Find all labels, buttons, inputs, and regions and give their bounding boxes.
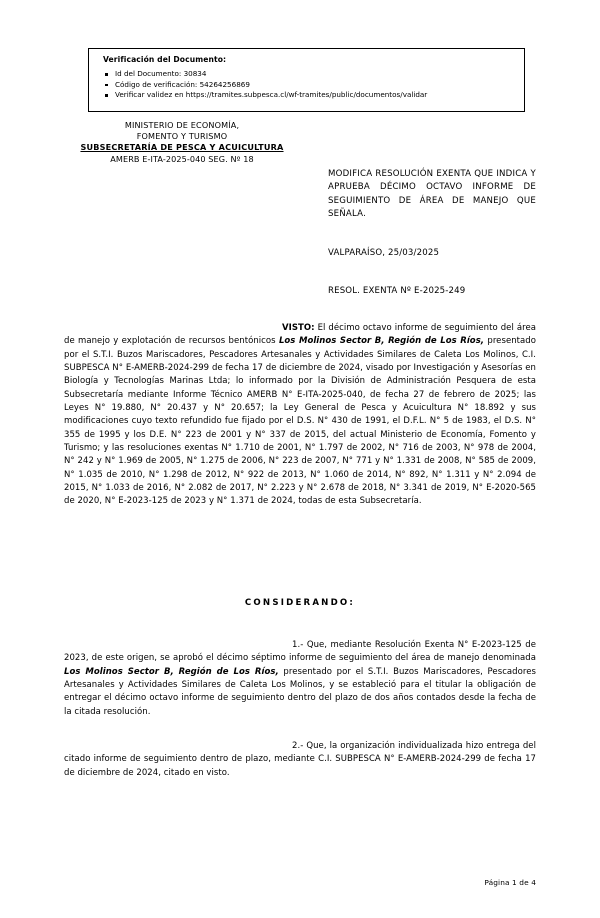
verification-list: [103, 69, 524, 101]
page-footer: [0, 878, 536, 887]
considerando-heading: CONSIDERANDO:: [244, 598, 356, 608]
verification-item-code: Código de verificación: 54264256869: [103, 80, 524, 91]
resolution-number: RESOL. EXENTA Nº E-2025-249: [328, 286, 466, 296]
resolution-subject: MODIFICA RESOLUCIÓN EXENTA QUE INDICA Y APRUEBA DÉCIMO OCTAVO INFORME DE SEGUIMIENTO DE ÁREA DE MANEJO QUE SEÑALA.: [328, 169, 536, 220]
visto-area-name: Los Molinos Sector B, Región de Los Ríos,: [278, 336, 485, 347]
visto-text-1: El décimo octavo informe de seguimiento del área de manejo y explotación de recursos bentónicos: [64, 323, 536, 347]
considerando-paragraph-2: [64, 740, 536, 780]
document-body: [64, 322, 536, 509]
subsecretary-name: SUBSECRETARÍA DE PESCA Y ACUICULTURA: [80, 142, 284, 153]
considerando-1-text-2: presentado por el S.T.I. Buzos Mariscadores, Pescadores Artesanales y Actividades Similares de Caleta Los Molinos, y se estableció para el titular la obligación de entregar el décimo octavo informe de seguimiento dentro del plazo de dos años contados desde la fecha de la citada resolución.: [64, 666, 536, 717]
verification-title: Verificación del Documento:: [103, 55, 227, 64]
considerando-2-text-1: Que, la organización individualizada hizo entrega del citado informe de seguimiento dentro de plazo, mediante C.I. SUBPESCA N° E-AMERB-2024-299 de fecha 17 de diciembre de 2024, citado en visto.: [64, 741, 536, 778]
amerb-code: AMERB E-ITA-2025-040 SEG. Nº 18: [110, 153, 254, 164]
ministry-line-1: MINISTERIO DE ECONOMÍA,: [124, 120, 240, 130]
page-number-label: Página 1 de 4: [484, 878, 536, 887]
verification-item-url: Verificar validez en https://tramites.subpesca.cl/wf-tramites/public/documentos/validar: [103, 90, 524, 101]
visto-paragraph: [64, 322, 536, 509]
place-and-date: VALPARAÍSO, 25/03/2025: [328, 248, 440, 258]
considerando-2-number: 2.-: [292, 741, 307, 751]
verification-item-document-id: Id del Documento: 30834: [103, 69, 524, 80]
considerando-1-area-name: Los Molinos Sector B, Región de Los Ríos,: [64, 666, 279, 677]
visto-text-2: presentado por el S.T.I. Buzos Mariscadores, Pescadores Artesanales y Actividades Similares de Caleta Los Molinos, C.I. SUBPESCA N° E-AMERB-2024-299 de fecha 17 de diciembre de 2024, visado por Investigación y Asesorías en Biología y Tecnologías Marinas Ltda; lo informado por la División de Administración Pesquera de esta Subsecretaría mediante Informe Técnico AMERB N° E-ITA-2025-040, de fecha 27 de febrero de 2025; las Leyes N° 19.880, N° 20.437 y N° 20.657; la Ley General de Pesca y Acuicultura N° 18.892 y sus modificaciones cuyo texto refundido fue fijado por el D.S. N° 430 de 1991, el D.F.L. N° 5 de 1983, el D.S. N° 355 de 1995 y los D.E. N° 223 de 2001 y N° 337 de 2015, del actual Ministerio de Economía, Fomento y Turismo; y las resoluciones exentas N° 1.710 de 2001, N° 1.797 de 2002, N° 716 de 2003, N° 978 de 2004, N° 242 y N° 1.969 de 2005, N° 1.275 de 2006, N° 223 de 2007, N° 771 y N° 1.331 de 2008, N° 585 de 2009, N° 1.035 de 2010, N° 1.298 de 2012, N° 922 de 2013, N° 1.060 de 2014, N° 892, N° 1.311 y N° 2.094 de 2015, N° 1.033 de 2016, N° 2.082 de 2017, N° 2.223 y N° 2.678 de 2018, N° 3.341 de 2019, N° E-2020-565 de 2020, N° E-2023-125 de 2023 y N° 1.371 de 2024, todas de esta Subsecretaría.: [64, 336, 536, 507]
visto-label: VISTO:: [282, 323, 315, 333]
considerando-1-text-1: Que, mediante Resolución Exenta N° E-2023-125 de 2023, de este origen, se aprobó el décimo séptimo informe de seguimiento del área de manejo denominada: [64, 640, 536, 664]
ministry-line-2: FOMENTO Y TURISMO: [136, 131, 228, 142]
considerando-1-number: 1.-: [292, 640, 307, 650]
considerando-paragraph-1: [64, 639, 536, 719]
verification-box: [88, 48, 525, 112]
institution-header: [56, 120, 308, 165]
